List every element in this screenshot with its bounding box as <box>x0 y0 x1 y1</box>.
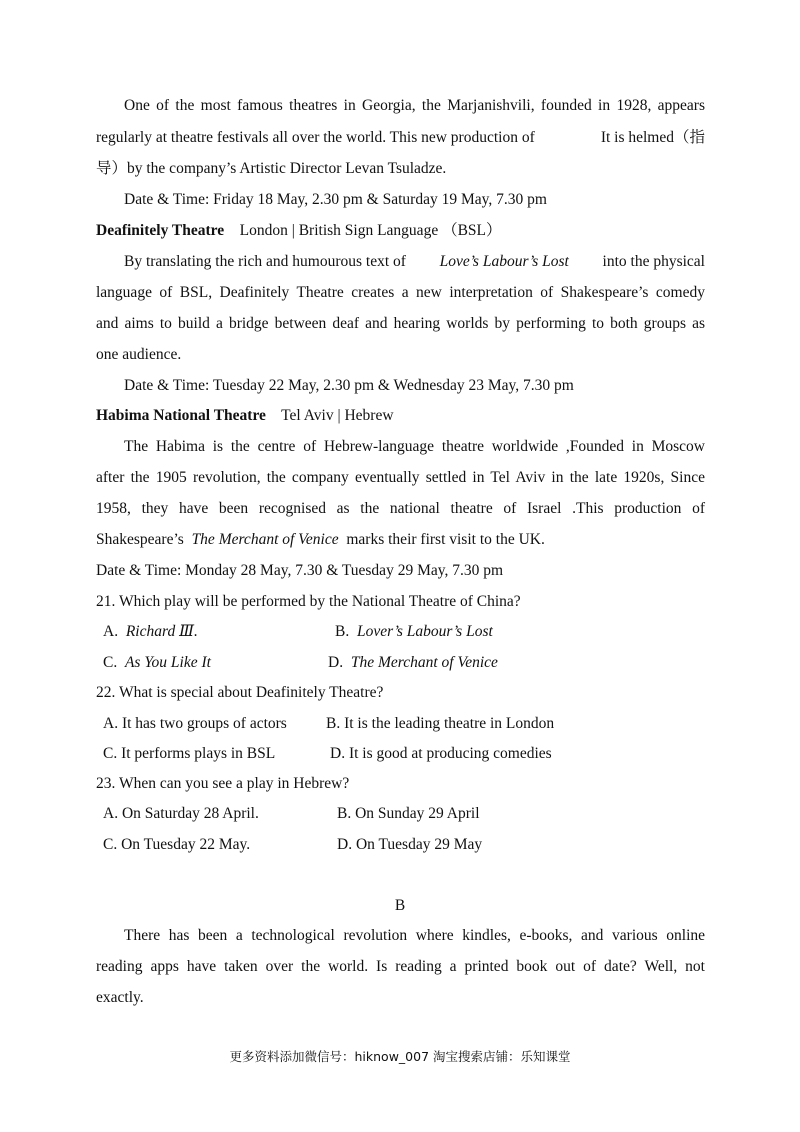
section-b-line-1: There has been a technological revolution where kindles, e-books, and various online <box>124 927 705 944</box>
habima-paragraph-line-3: 1958, they have been recognised as the national theatre of Israel .This production of <box>96 500 705 517</box>
deafinitely-name: Deafinitely Theatre <box>96 222 225 239</box>
habima-info: Tel Aviv | Hebrew <box>281 407 394 424</box>
habima-heading <box>96 406 394 426</box>
question-21-option-d[interactable]: D. The Merchant of Venice <box>328 654 498 671</box>
question-22-option-c[interactable]: C. It performs plays in BSL <box>103 745 276 762</box>
section-b-line-3: exactly. <box>96 989 144 1006</box>
habima-paragraph-line-4: Shakespeare’s The Merchant of Venice marks their first visit to the UK. <box>96 531 545 548</box>
question-21-option-b[interactable]: B. Lover’s Labour’s Lost <box>335 623 493 640</box>
deafinitely-heading <box>96 221 502 241</box>
question-23-option-c[interactable]: C. On Tuesday 22 May. <box>103 836 251 853</box>
question-21-option-c[interactable]: C. As You Like It <box>103 654 211 671</box>
georgia-paragraph-line-3: 导）by the company’s Artistic Director Levan Tsuladze. <box>96 160 447 177</box>
georgia-paragraph-line-1: One of the most famous theatres in Georgia, the Marjanishvili, founded in 1928, appears <box>124 97 705 114</box>
question-23-stem: 23. When can you see a play in Hebrew? <box>96 775 350 792</box>
deafinitely-datetime: Date & Time: Tuesday 22 May, 2.30 pm & Wednesday 23 May, 7.30 pm <box>124 377 574 394</box>
question-22-option-b[interactable]: B. It is the leading theatre in London <box>326 715 555 732</box>
question-22-stem: 22. What is special about Deafinitely Theatre? <box>96 684 384 701</box>
play-title: The Merchant of Venice <box>191 531 339 548</box>
deafinitely-paragraph-line-2: language of BSL, Deafinitely Theatre creates a new interpretation of Shakespeare’s comedy <box>96 284 705 301</box>
deafinitely-paragraph-line-4: one audience. <box>96 346 182 363</box>
deafinitely-paragraph-line-1: By translating the rich and humourous text of Love’s Labour’s Lost into the physical <box>124 253 705 270</box>
georgia-paragraph-line-2: regularly at theatre festivals all over the world. This new production of It is helmed（指 <box>96 129 705 146</box>
habima-paragraph-line-1: The Habima is the centre of Hebrew-language theatre worldwide ,Founded in Moscow <box>124 438 705 455</box>
question-21-option-a[interactable]: A. Richard Ⅲ. <box>103 623 198 640</box>
georgia-datetime: Date & Time: Friday 18 May, 2.30 pm & Saturday 19 May, 7.30 pm <box>124 191 547 208</box>
section-b-line-2: reading apps have taken over the world. Is reading a printed book out of date? Well, not <box>96 958 705 975</box>
question-23-option-a[interactable]: A. On Saturday 28 April. <box>103 805 259 822</box>
question-23-option-b[interactable]: B. On Sunday 29 April <box>337 805 480 822</box>
habima-datetime: Date & Time: Monday 28 May, 7.30 & Tuesday 29 May, 7.30 pm <box>96 562 504 579</box>
deafinitely-paragraph-line-3: and aims to build a bridge between deaf and hearing worlds by performing to both groups as <box>96 315 705 332</box>
footer-note: 更多资料添加微信号：hiknow_007 淘宝搜索店铺：乐知课堂 <box>229 1049 571 1064</box>
play-title: Love’s Labour’s Lost <box>439 253 569 270</box>
question-22-option-a[interactable]: A. It has two groups of actors <box>103 715 287 732</box>
question-21-stem: 21. Which play will be performed by the National Theatre of China? <box>96 593 521 610</box>
habima-paragraph-line-2: after the 1905 revolution, the company eventually settled in Tel Aviv in the late 1920s, Since <box>96 469 705 486</box>
deafinitely-info: London | British Sign Language （BSL） <box>239 222 502 239</box>
habima-name: Habima National Theatre <box>96 407 266 424</box>
question-23-option-d[interactable]: D. On Tuesday 29 May <box>337 836 483 853</box>
section-b-heading: B <box>394 897 406 914</box>
question-22-option-d[interactable]: D. It is good at producing comedies <box>330 745 552 762</box>
